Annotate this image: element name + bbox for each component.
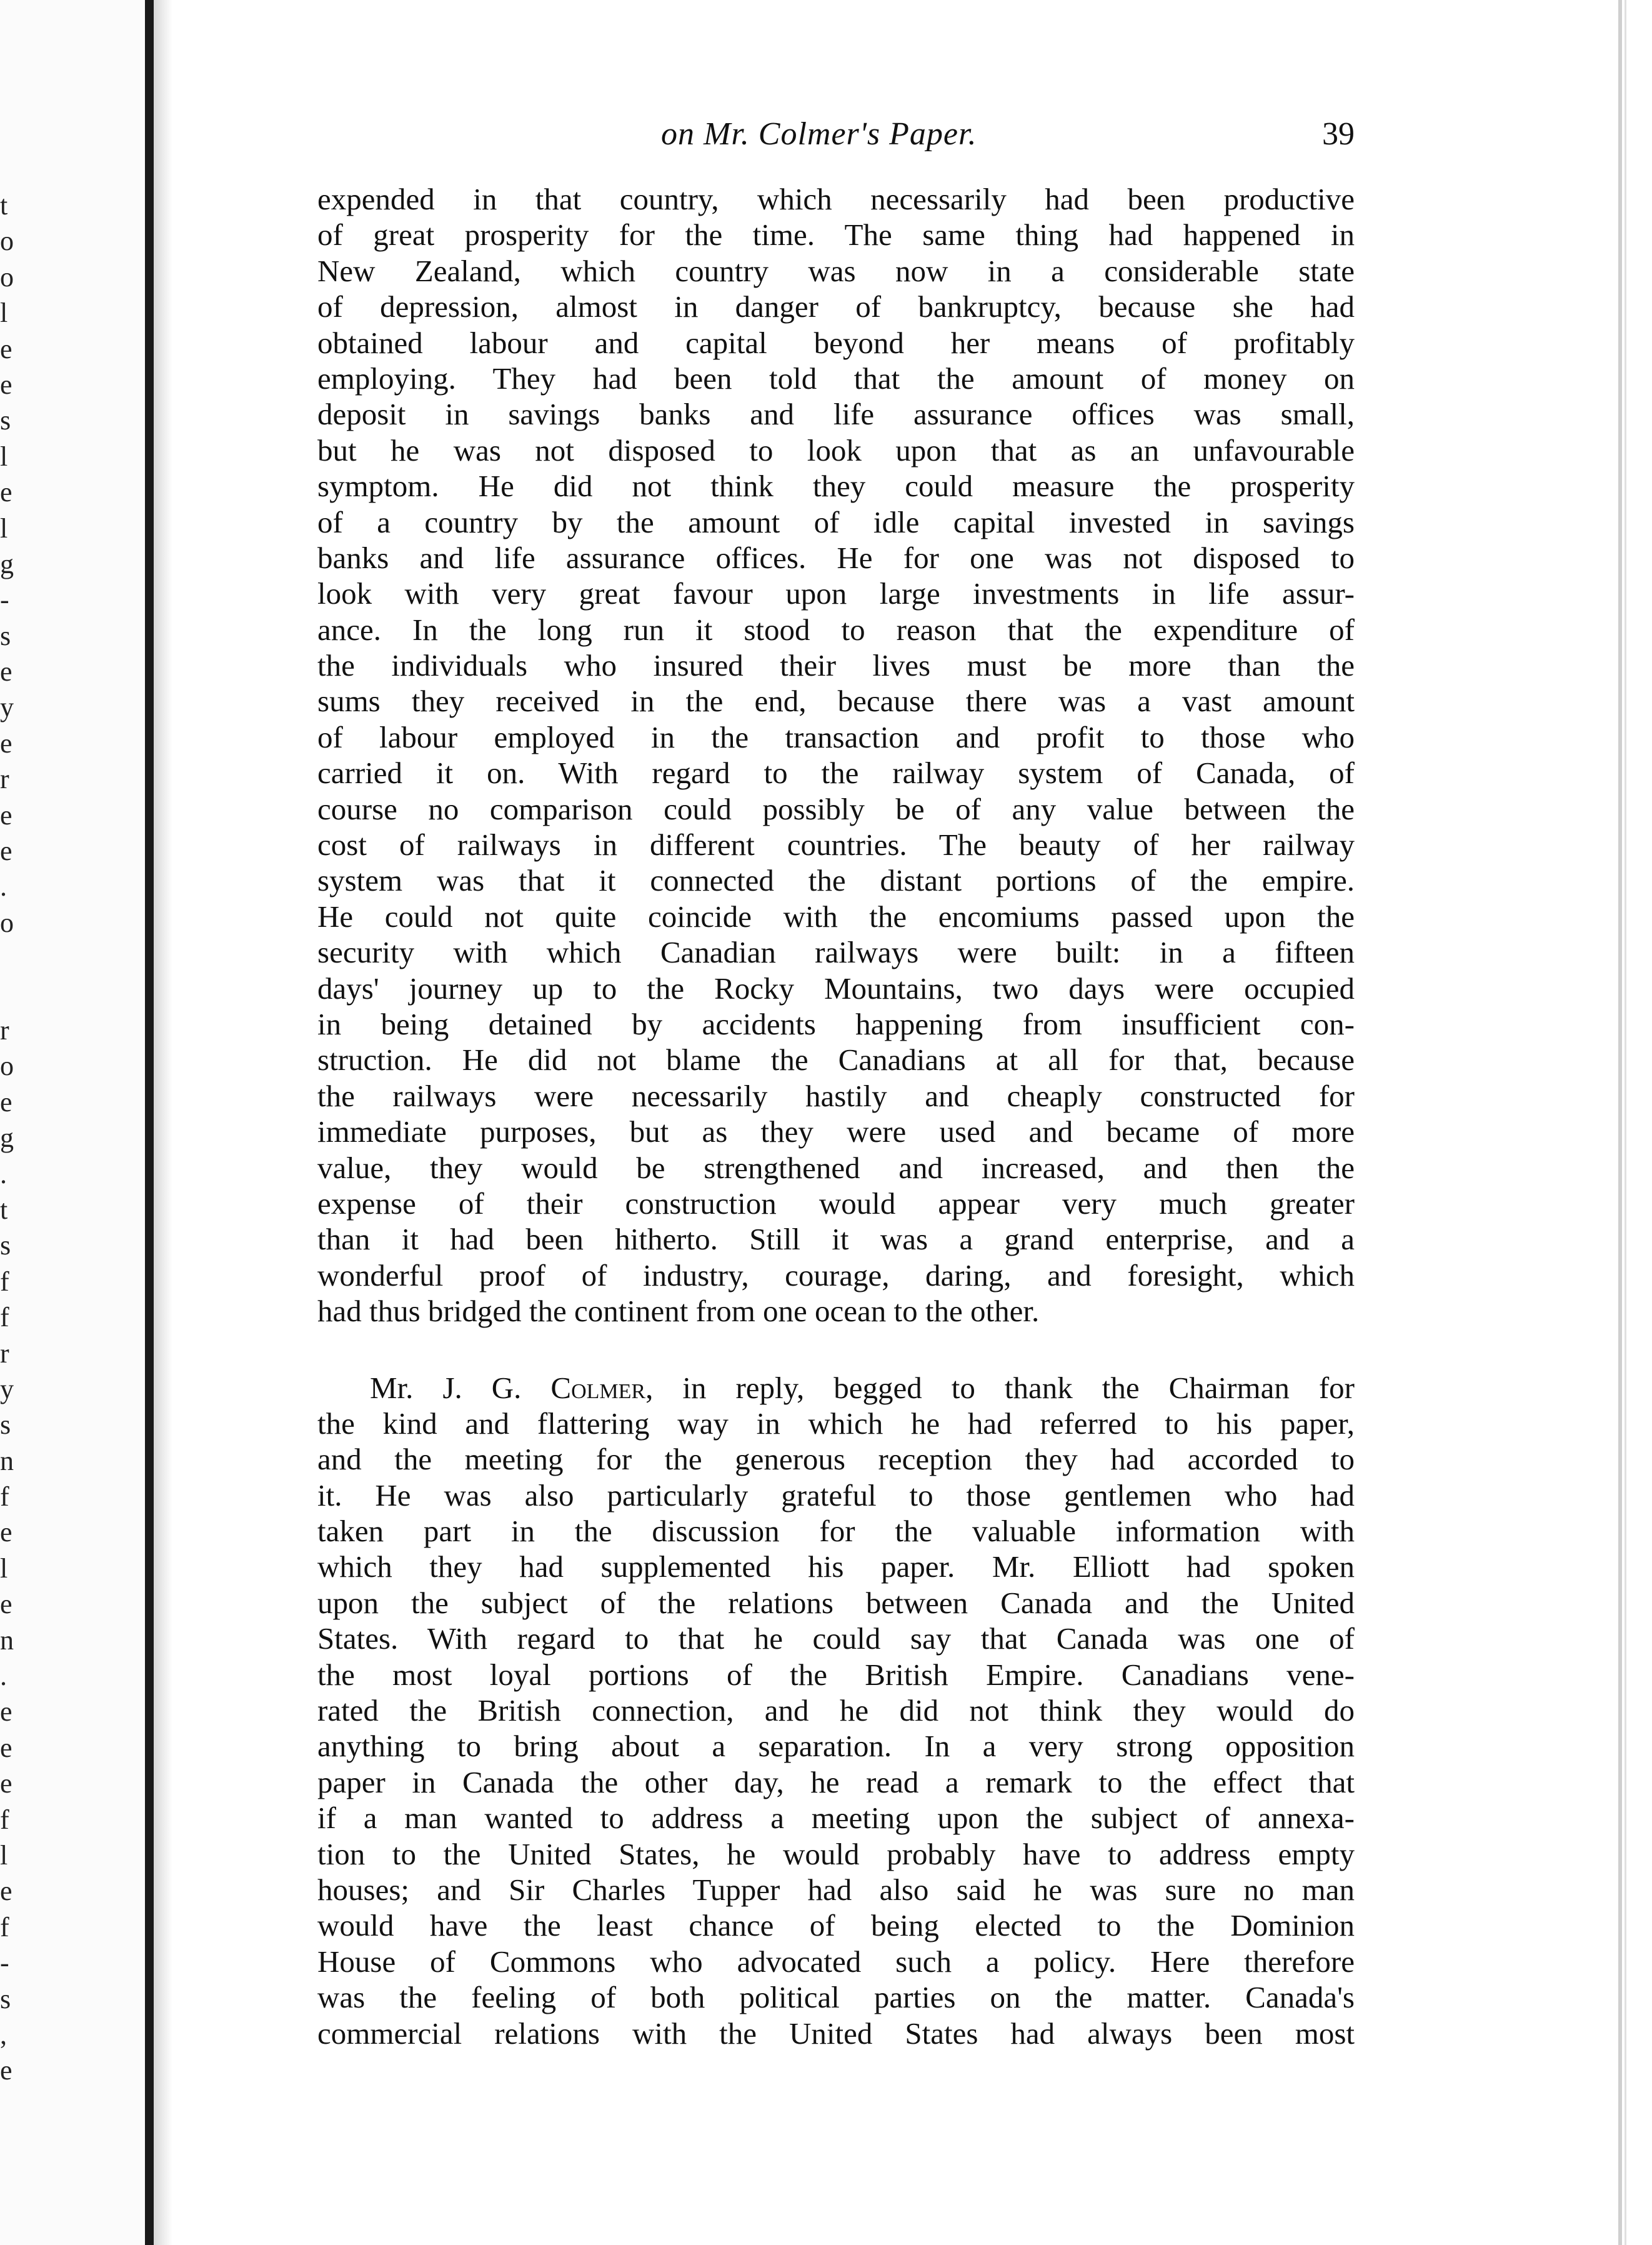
facing-page-letter: l (0, 441, 8, 472)
facing-page-letter: f (0, 1266, 9, 1297)
facing-page-letter: e (0, 2055, 12, 2086)
facing-page-letter (0, 941, 25, 976)
text-line: the most loyal portions of the British Empire. Canadians vene- (317, 1657, 1355, 1692)
facing-page-letter: e (0, 1589, 12, 1620)
text-line: He could not quite coincide with the encomiums passed upon the (317, 899, 1355, 934)
text-line: tion to the United States, he would probably have to address empty (317, 1836, 1355, 1871)
text-line: if a man wanted to address a meeting upon the subject of annexa- (317, 1801, 1355, 1836)
facing-page-letter: . (0, 1158, 7, 1189)
page-right-edge (1618, 0, 1622, 2245)
text-line: carried it on. With regard to the railway system of Canada, of (317, 756, 1355, 791)
speaker-prefix: Mr. J. G. (370, 1370, 551, 1405)
text-line: the individuals who insured their lives must be more than the (317, 648, 1355, 683)
facing-page-letter: e (0, 333, 12, 364)
facing-page-letter: n (0, 1445, 14, 1476)
facing-page-letter: , (0, 2019, 7, 2050)
page-right-edge-inner (1625, 0, 1626, 2245)
text-line: the railways were necessarily hastily and cheaply constructed for (317, 1078, 1355, 1113)
facing-page-letter: f (0, 1481, 9, 1512)
text-line: ance. In the long run it stood to reason that the expenditure of (317, 612, 1355, 647)
facing-page-letter: s (0, 1983, 11, 2014)
text-line: security with which Canadian railways were built: in a fifteen (317, 935, 1355, 970)
text-line: than it had been hitherto. Still it was a grand enterprise, and a (317, 1222, 1355, 1257)
text-line: of depression, almost in danger of bankruptcy, because she had (317, 289, 1355, 324)
facing-page-letter: f (0, 1804, 9, 1835)
text-line: struction. He did not blame the Canadians at all for that, because (317, 1042, 1355, 1078)
text-line: look with very great favour upon large investments in life assur- (317, 576, 1355, 611)
paragraph-1 (317, 181, 1355, 1329)
facing-page-letter: o (0, 1051, 14, 1082)
text-line: House of Commons who advocated such a policy. Here therefore (317, 1944, 1355, 1979)
text-line: of labour employed in the transaction and profit to those who (317, 719, 1355, 754)
text-line: commercial relations with the United States had always been most (317, 2016, 1355, 2051)
facing-page-letter: l (0, 298, 8, 329)
paragraph-2 (317, 1370, 1355, 2051)
text-line: course no comparison could possibly be of any value between the (317, 791, 1355, 826)
book-gutter-shadow (154, 0, 172, 2245)
page-number: 39 (1322, 116, 1355, 152)
text-line: paper in Canada the other day, he read a remark to the effect that (317, 1764, 1355, 1799)
text-line: had thus bridged the continent from one ocean to the other. (317, 1294, 1040, 1329)
text-line: houses; and Sir Charles Tupper had also said he was sure no man (317, 1872, 1355, 1907)
text-line: immediate purposes, but as they were used and became of more (317, 1114, 1355, 1149)
facing-page-letter: e (0, 1086, 12, 1118)
facing-page-letter: s (0, 1230, 11, 1261)
facing-page-letter: . (0, 1661, 7, 1692)
text-line: value, they would be strengthened and increased, and then the (317, 1150, 1355, 1185)
facing-page-letter: e (0, 728, 12, 759)
facing-page-letter: . (0, 871, 7, 902)
text-line: in being detained by accidents happening from insufficient con- (317, 1006, 1355, 1041)
text-line: system was that it connected the distant portions of the empire. (317, 863, 1355, 898)
facing-page-letter: g (0, 1122, 14, 1154)
text-line: wonderful proof of industry, courage, daring, and foresight, which (317, 1258, 1355, 1292)
text-line: banks and life assurance offices. He for one was not disposed to (317, 540, 1355, 575)
facing-page-letter: e (0, 656, 12, 688)
facing-page-letter: e (0, 1876, 12, 1907)
facing-page-letter: - (0, 1948, 9, 1979)
facing-page-letter: y (0, 1373, 14, 1404)
text-line: sums they received in the end, because there was a vast amount (317, 684, 1355, 719)
facing-page-letter: s (0, 1409, 11, 1441)
text-line: upon the subject of the relations between Canada and the United (317, 1585, 1355, 1620)
text-line: symptom. He did not think they could measure the prosperity (317, 469, 1355, 504)
text-line: the kind and flattering way in which he had referred to his paper, (317, 1406, 1355, 1441)
facing-page-letter: e (0, 1517, 12, 1548)
text-line: expense of their construction would appear very much greater (317, 1186, 1355, 1221)
first-line-rest: in reply, begged to thank the Chairman for (653, 1370, 1355, 1405)
running-title: on Mr. Colmer's Paper. (661, 116, 977, 152)
text-line: and the meeting for the generous reception they had accorded to (317, 1442, 1355, 1477)
page-header (317, 116, 1355, 159)
facing-page-letter: o (0, 226, 14, 257)
paragraph-2-first-line (317, 1370, 1355, 1406)
text-line: taken part in the discussion for the valuable information with (317, 1514, 1355, 1549)
text-line: was the feeling of both political parties on the matter. Canada's (317, 1980, 1355, 2015)
paragraph-gap (317, 1329, 1355, 1370)
facing-page-letter: l (0, 512, 8, 544)
facing-page-letter: e (0, 477, 12, 508)
text-line: it. He was also particularly grateful to those gentlemen who had (317, 1478, 1355, 1512)
facing-page-letter: s (0, 620, 11, 651)
facing-page-letter: l (0, 1552, 8, 1584)
facing-page-letter: - (0, 584, 9, 616)
facing-page-letter: o (0, 907, 14, 938)
book-gutter-line (145, 0, 154, 2245)
text-line: employing. They had been told that the amount of money on (317, 361, 1355, 396)
facing-page-letter: e (0, 1732, 12, 1763)
facing-page-letter: e (0, 836, 12, 867)
facing-page-letter: t (0, 1194, 8, 1225)
facing-page-letter: r (0, 1014, 9, 1046)
text-line: obtained labour and capital beyond her means of profitably (317, 325, 1355, 360)
text-line: deposit in savings banks and life assurance offices was small, (317, 397, 1355, 432)
speaker-name: Colmer, (550, 1370, 654, 1405)
body-text (317, 181, 1355, 2051)
text-line: but he was not disposed to look upon that as an unfavourable (317, 432, 1355, 468)
text-line: rated the British connection, and he did not think they would do (317, 1693, 1355, 1728)
facing-page-letter-fragments (0, 188, 25, 2089)
text-line: days' journey up to the Rocky Mountains, two days were occupied (317, 971, 1355, 1006)
facing-page-letter: l (0, 1839, 8, 1871)
facing-page-letter: e (0, 369, 12, 400)
text-line: New Zealand, which country was now in a considerable state (317, 253, 1355, 288)
text-line: anything to bring about a separation. In a very strong opposition (317, 1729, 1355, 1764)
text-line: would have the least chance of being elected to the Dominion (317, 1908, 1355, 1943)
text-line: cost of railways in different countries. The beauty of her railway (317, 828, 1355, 862)
facing-page-letter: e (0, 1696, 12, 1728)
text-line: of a country by the amount of idle capital invested in savings (317, 504, 1355, 539)
facing-page-letter: s (0, 405, 11, 436)
facing-page-letter: t (0, 190, 8, 221)
text-line: expended in that country, which necessarily had been productive (317, 182, 1355, 216)
facing-page-letter: f (0, 1302, 9, 1333)
facing-page-letter: r (0, 1338, 9, 1369)
facing-page-letter: o (0, 261, 14, 292)
facing-page-letter: n (0, 1624, 14, 1656)
text-line: States. With regard to that he could say that Canada was one of (317, 1621, 1355, 1656)
facing-page-letter: y (0, 692, 14, 723)
text-line: which they had supplemented his paper. Mr. Elliott had spoken (317, 1549, 1355, 1584)
facing-page-letter: f (0, 1911, 9, 1942)
facing-page-letter: e (0, 1768, 12, 1799)
facing-page-letter (0, 977, 25, 1012)
facing-page-letter: r (0, 764, 9, 795)
facing-page-letter: g (0, 548, 14, 579)
facing-page-edge (0, 0, 150, 2245)
facing-page-letter: e (0, 799, 12, 831)
text-line: of great prosperity for the time. The same thing had happened in (317, 218, 1355, 252)
